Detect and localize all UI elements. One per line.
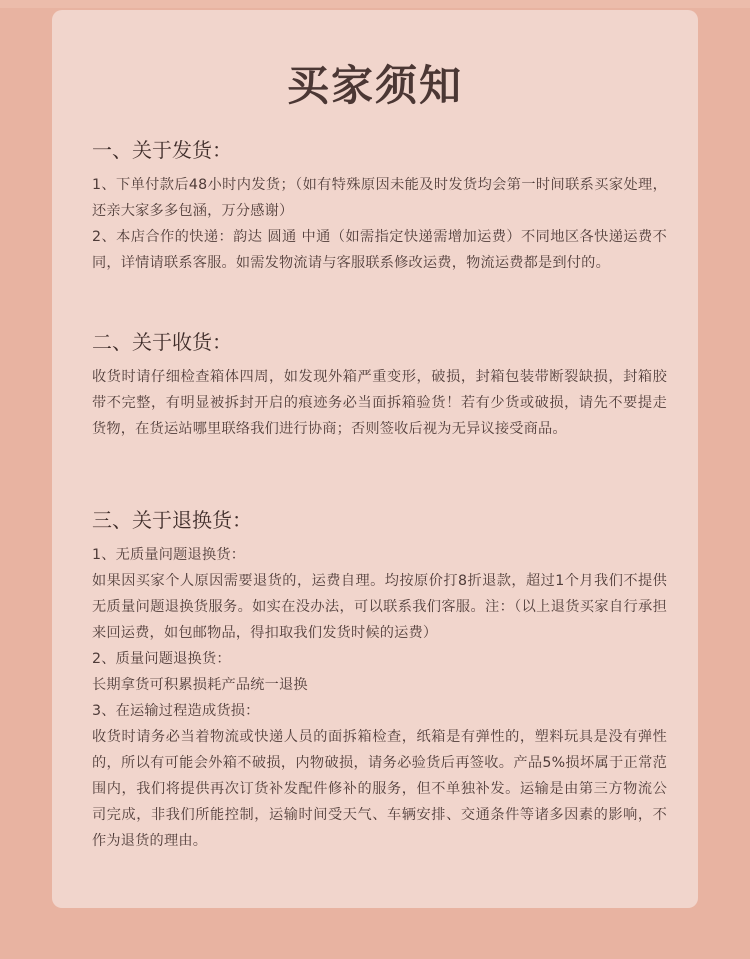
section-heading: 三、关于退换货：: [92, 508, 252, 532]
returns-subheading-1: 1、无质量问题退换货：: [92, 547, 246, 563]
shipping-paragraph-2: 2、本店合作的快递：韵达 圆通 中通（如需指定快递需增加运费）不同地区各快递运费不同，详情请联系客服。如需发物流请与客服联系修改运费，物流运费都是到付的。: [92, 229, 667, 271]
returns-subheading-3: 3、在运输过程造成货损：: [92, 703, 260, 719]
section-receiving: [92, 328, 667, 442]
section-heading: 一、关于发货：: [92, 138, 232, 162]
section-returns: [92, 506, 667, 854]
returns-paragraph-3: 收货时请务必当着物流或快递人员的面拆箱检查，纸箱是有弹性的，塑料玩具是没有弹性的，所以有可能会外箱不破损，内物破损，请务必验货后再签收。产品5%损坏属于正常范围内，我们将提供再次订货补发配件修补的服务，但不单独补发。运输是由第三方物流公司完成，非我们所能控制，运输时间受天气、车辆安排、交通条件等诸多因素的影响，不作为退货的理由。: [92, 729, 667, 849]
shipping-paragraph-1: 1、下单付款后48小时内发货；（如有特殊原因未能及时发货均会第一时间联系买家处理，还亲大家多多包涵，万分感谢）: [92, 177, 667, 219]
receiving-paragraph: 收货时请仔细检查箱体四周，如发现外箱严重变形，破损，封箱包装带断裂缺损，封箱胶带不完整，有明显被拆封开启的痕迹务必当面拆箱验货！若有少货或破损，请先不要提走货物，在货运站哪里联络我们进行协商；否则签收后视为无异议接受商品。: [92, 369, 667, 437]
returns-paragraph-1: 如果因买家个人原因需要退货的，运费自理。均按原价打8折退款，超过1个月我们不提供无质量问题退换货服务。如实在没办法，可以联系我们客服。注：（以上退货买家自行承担来回运费，如包邮物品，得扣取我们发货时候的运费）: [92, 573, 667, 641]
top-band: [0, 0, 750, 8]
section-shipping: [92, 136, 667, 276]
section-heading: 二、关于收货：: [92, 330, 232, 354]
page-title: 买家须知: [286, 61, 463, 110]
returns-subheading-2: 2、质量问题退换货：: [92, 651, 231, 667]
returns-paragraph-2: 长期拿货可积累损耗产品统一退换: [92, 677, 308, 693]
notice-card: [52, 10, 698, 908]
